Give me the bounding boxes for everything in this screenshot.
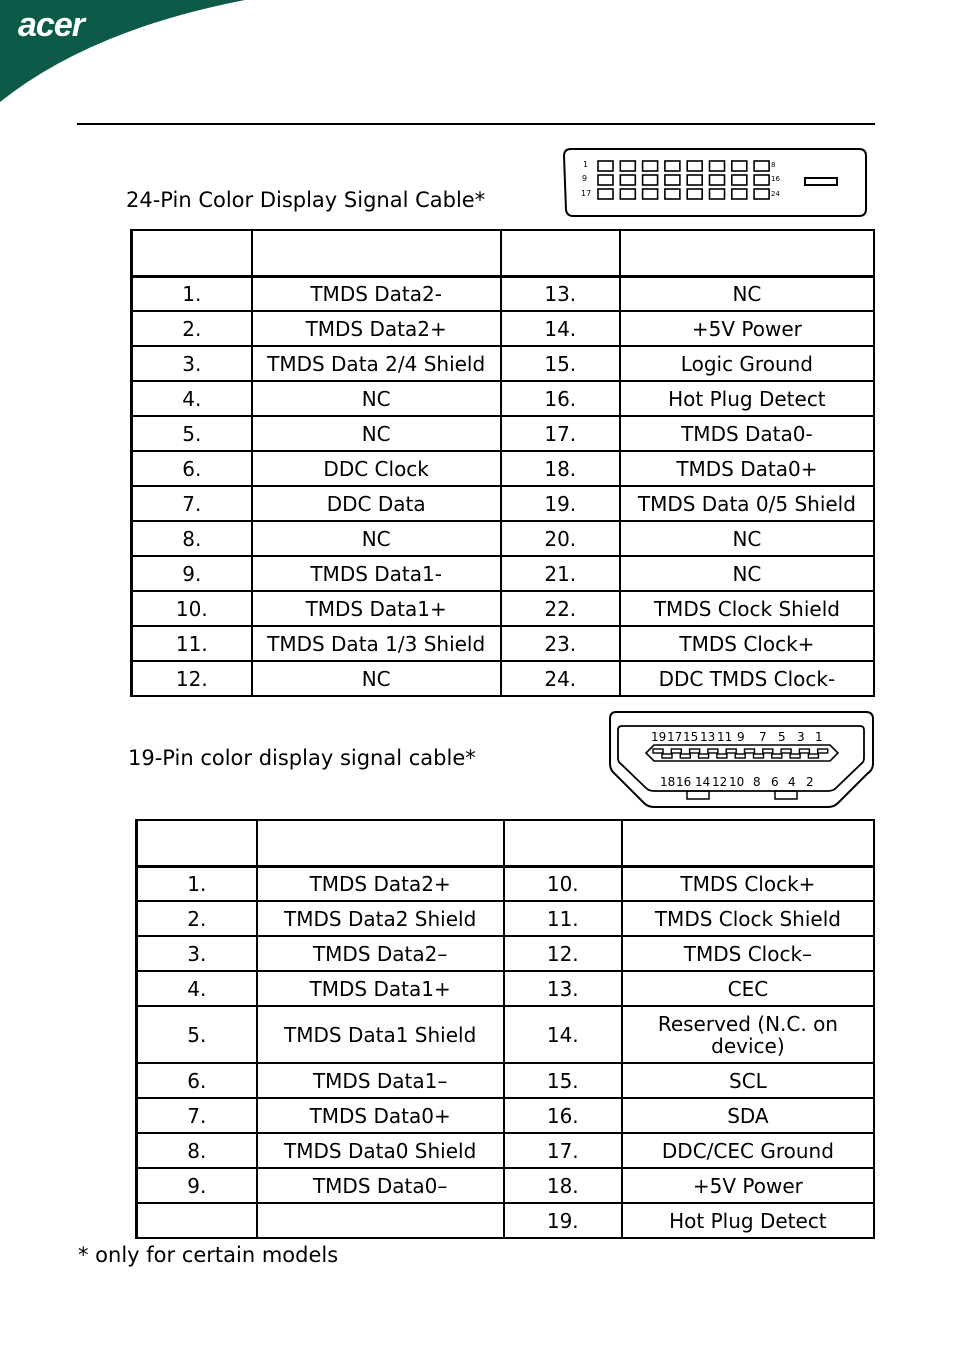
dvi-pin bbox=[598, 175, 613, 185]
header-rule bbox=[77, 123, 875, 125]
pin-number: 20. bbox=[501, 521, 620, 556]
pin-number: 24. bbox=[501, 661, 620, 696]
header-cell bbox=[137, 820, 257, 866]
signal-name: Logic Ground bbox=[620, 346, 874, 381]
table-row bbox=[137, 901, 875, 936]
header-cell bbox=[257, 820, 504, 866]
hdmi-pin-label: 9 bbox=[737, 730, 745, 744]
pin-number: 9. bbox=[137, 1168, 257, 1203]
signal-name: TMDS Data2+ bbox=[257, 866, 504, 901]
hdmi-pin-label: 15 bbox=[683, 730, 699, 744]
hdmi-connector-diagram bbox=[608, 710, 876, 810]
dvi-pin bbox=[732, 161, 747, 171]
signal-name: DDC Data bbox=[252, 486, 501, 521]
header-cell bbox=[252, 230, 501, 276]
dvi-pin bbox=[643, 175, 658, 185]
signal-name: DDC/CEC Ground bbox=[622, 1133, 874, 1168]
signal-name: CEC bbox=[622, 971, 874, 1006]
dvi-cable-title: 24-Pin Color Display Signal Cable* bbox=[126, 188, 486, 212]
table-row bbox=[137, 971, 875, 1006]
header-cell bbox=[504, 820, 622, 866]
hdmi-pin-label: 17 bbox=[667, 730, 683, 744]
signal-name: SDA bbox=[622, 1098, 874, 1133]
pin-number: 12. bbox=[504, 936, 622, 971]
signal-name: TMDS Clock+ bbox=[622, 866, 874, 901]
hdmi-pin-label: 18 bbox=[660, 775, 676, 789]
header-cell bbox=[132, 230, 252, 276]
hdmi-cable-title: 19-Pin color display signal cable* bbox=[128, 746, 476, 770]
hdmi-pin-label: 4 bbox=[788, 775, 796, 789]
signal-name: SCL bbox=[622, 1063, 874, 1098]
pin-number: 13. bbox=[504, 971, 622, 1006]
signal-name: TMDS Data1- bbox=[252, 556, 501, 591]
pin-number: 3. bbox=[132, 346, 252, 381]
dvi-pin bbox=[620, 189, 635, 199]
dvi-pin-label: 16 bbox=[771, 175, 780, 183]
dvi-pin bbox=[665, 175, 680, 185]
signal-name: NC bbox=[620, 521, 874, 556]
pin-number: 19. bbox=[501, 486, 620, 521]
dvi-pin bbox=[732, 175, 747, 185]
pin-number: 2. bbox=[137, 901, 257, 936]
hdmi-pin bbox=[708, 749, 718, 753]
pin-number: 18. bbox=[501, 451, 620, 486]
dvi-pin bbox=[643, 189, 658, 199]
dvi-pin bbox=[710, 175, 725, 185]
table-row bbox=[132, 276, 875, 311]
dvi-pin bbox=[643, 161, 658, 171]
signal-name: TMDS Data 0/5 Shield bbox=[620, 486, 874, 521]
signal-name: TMDS Data0+ bbox=[620, 451, 874, 486]
pin-number: 12. bbox=[132, 661, 252, 696]
table-row bbox=[132, 591, 875, 626]
signal-name: TMDS Data2– bbox=[257, 936, 504, 971]
dvi-pin-label: 9 bbox=[582, 174, 588, 183]
pin-number: 1. bbox=[132, 276, 252, 311]
table-row bbox=[132, 381, 875, 416]
hdmi-pin bbox=[772, 754, 782, 758]
table-header-row bbox=[132, 230, 875, 276]
pin-number: 15. bbox=[504, 1063, 622, 1098]
hdmi-pin bbox=[799, 749, 809, 753]
hdmi-pin-label: 1 bbox=[815, 730, 823, 744]
dvi-pin-table bbox=[130, 229, 875, 697]
signal-name: TMDS Data2+ bbox=[252, 311, 501, 346]
hdmi-pin-label: 2 bbox=[806, 775, 814, 789]
hdmi-pin bbox=[808, 754, 818, 758]
hdmi-pin bbox=[699, 754, 709, 758]
pin-number: 6. bbox=[132, 451, 252, 486]
header-cell bbox=[501, 230, 620, 276]
hdmi-pin-label: 3 bbox=[797, 730, 805, 744]
signal-name: TMDS Clock– bbox=[622, 936, 874, 971]
table-row bbox=[132, 626, 875, 661]
pin-number: 14. bbox=[501, 311, 620, 346]
table-row bbox=[137, 1098, 875, 1133]
hdmi-pin bbox=[662, 754, 672, 758]
hdmi-pin-label: 6 bbox=[771, 775, 779, 789]
signal-name: NC bbox=[620, 276, 874, 311]
hdmi-pin-label: 16 bbox=[676, 775, 692, 789]
pin-number: 5. bbox=[132, 416, 252, 451]
table-row bbox=[137, 1133, 875, 1168]
table-row bbox=[132, 486, 875, 521]
pin-number: 11. bbox=[504, 901, 622, 936]
table-row bbox=[137, 1006, 875, 1063]
signal-name: TMDS Clock Shield bbox=[622, 901, 874, 936]
pin-number: 5. bbox=[137, 1006, 257, 1063]
hdmi-pin-label: 10 bbox=[729, 775, 745, 789]
table-row bbox=[132, 311, 875, 346]
hdmi-pin bbox=[763, 749, 773, 753]
signal-name: TMDS Data 1/3 Shield bbox=[252, 626, 501, 661]
header-cell bbox=[620, 230, 874, 276]
pin-number: 10. bbox=[132, 591, 252, 626]
pin-number: 16. bbox=[501, 381, 620, 416]
dvi-pin-label: 17 bbox=[581, 189, 592, 198]
hdmi-pin-label: 11 bbox=[717, 730, 733, 744]
signal-name: DDC TMDS Clock- bbox=[620, 661, 874, 696]
signal-name: TMDS Data1+ bbox=[252, 591, 501, 626]
signal-name: NC bbox=[620, 556, 874, 591]
hdmi-pin bbox=[671, 749, 681, 753]
hdmi-pin-label: 8 bbox=[753, 775, 761, 789]
dvi-pin-label: 24 bbox=[771, 190, 780, 198]
pin-number bbox=[137, 1203, 257, 1238]
signal-name: TMDS Clock Shield bbox=[620, 591, 874, 626]
signal-name: TMDS Data1+ bbox=[257, 971, 504, 1006]
acer-logo: acer bbox=[18, 6, 84, 44]
pin-number: 19. bbox=[504, 1203, 622, 1238]
signal-name bbox=[257, 1203, 504, 1238]
hdmi-pin-label: 5 bbox=[778, 730, 786, 744]
signal-name: TMDS Data0 Shield bbox=[257, 1133, 504, 1168]
pin-number: 17. bbox=[501, 416, 620, 451]
pin-number: 17. bbox=[504, 1133, 622, 1168]
signal-name: TMDS Data1 Shield bbox=[257, 1006, 504, 1063]
pin-number: 15. bbox=[501, 346, 620, 381]
hdmi-pin bbox=[790, 754, 800, 758]
table-row bbox=[132, 661, 875, 696]
footnote: * only for certain models bbox=[78, 1243, 339, 1267]
pin-number: 7. bbox=[137, 1098, 257, 1133]
pin-number: 9. bbox=[132, 556, 252, 591]
table-row bbox=[137, 1203, 875, 1238]
hdmi-pin bbox=[735, 754, 745, 758]
pin-number: 11. bbox=[132, 626, 252, 661]
pin-number: 6. bbox=[137, 1063, 257, 1098]
pin-number: 4. bbox=[137, 971, 257, 1006]
hdmi-pin-label: 14 bbox=[695, 775, 711, 789]
signal-name: NC bbox=[252, 416, 501, 451]
hdmi-pin bbox=[717, 754, 727, 758]
header-cell bbox=[622, 820, 874, 866]
dvi-pin bbox=[598, 161, 613, 171]
signal-name: TMDS Data0– bbox=[257, 1168, 504, 1203]
hdmi-pin bbox=[680, 754, 690, 758]
pin-number: 8. bbox=[132, 521, 252, 556]
signal-name: TMDS Data0- bbox=[620, 416, 874, 451]
dvi-pin bbox=[598, 189, 613, 199]
dvi-pin bbox=[665, 161, 680, 171]
dvi-pin bbox=[665, 189, 680, 199]
pin-number: 22. bbox=[501, 591, 620, 626]
signal-name: Hot Plug Detect bbox=[620, 381, 874, 416]
dvi-connector-diagram bbox=[563, 148, 869, 220]
table-row bbox=[132, 451, 875, 486]
pin-number: 18. bbox=[504, 1168, 622, 1203]
table-row bbox=[137, 866, 875, 901]
pin-number: 2. bbox=[132, 311, 252, 346]
hdmi-pin bbox=[653, 749, 663, 753]
pin-number: 7. bbox=[132, 486, 252, 521]
dvi-pin-label: 1 bbox=[583, 160, 589, 169]
dvi-pin bbox=[754, 161, 769, 171]
dvi-pin bbox=[620, 161, 635, 171]
pin-number: 14. bbox=[504, 1006, 622, 1063]
dvi-pin bbox=[687, 189, 702, 199]
hdmi-pin bbox=[726, 749, 736, 753]
pin-number: 1. bbox=[137, 866, 257, 901]
signal-name: Reserved (N.C. on device) bbox=[622, 1006, 874, 1063]
signal-name: NC bbox=[252, 521, 501, 556]
dvi-pin bbox=[687, 175, 702, 185]
dvi-pin-label: 8 bbox=[771, 161, 776, 169]
hdmi-pin bbox=[754, 754, 764, 758]
dvi-pin bbox=[710, 189, 725, 199]
pin-number: 4. bbox=[132, 381, 252, 416]
signal-name: NC bbox=[252, 381, 501, 416]
hdmi-pin-label: 13 bbox=[700, 730, 716, 744]
hdmi-pin-table bbox=[135, 819, 875, 1239]
table-row bbox=[132, 416, 875, 451]
pin-number: 13. bbox=[501, 276, 620, 311]
pin-number: 8. bbox=[137, 1133, 257, 1168]
table-row bbox=[137, 1168, 875, 1203]
hdmi-pin-label: 7 bbox=[759, 730, 767, 744]
signal-name: Hot Plug Detect bbox=[622, 1203, 874, 1238]
signal-name: TMDS Clock+ bbox=[620, 626, 874, 661]
table-row bbox=[137, 1063, 875, 1098]
pin-number: 21. bbox=[501, 556, 620, 591]
signal-name: NC bbox=[252, 661, 501, 696]
signal-name: TMDS Data0+ bbox=[257, 1098, 504, 1133]
signal-name: TMDS Data 2/4 Shield bbox=[252, 346, 501, 381]
dvi-pin bbox=[754, 189, 769, 199]
hdmi-pin bbox=[781, 749, 791, 753]
hdmi-pin-label: 19 bbox=[651, 730, 667, 744]
hdmi-pin bbox=[690, 749, 700, 753]
signal-name: TMDS Data2- bbox=[252, 276, 501, 311]
table-row bbox=[137, 936, 875, 971]
dvi-pin bbox=[710, 161, 725, 171]
hdmi-pin bbox=[818, 749, 828, 753]
signal-name: +5V Power bbox=[620, 311, 874, 346]
table-row bbox=[132, 521, 875, 556]
dvi-pin bbox=[732, 189, 747, 199]
dvi-pin bbox=[687, 161, 702, 171]
hdmi-pin bbox=[745, 749, 755, 753]
pin-number: 16. bbox=[504, 1098, 622, 1133]
table-header-row bbox=[137, 820, 875, 866]
pin-number: 3. bbox=[137, 936, 257, 971]
table-row bbox=[132, 556, 875, 591]
signal-name: TMDS Data1– bbox=[257, 1063, 504, 1098]
signal-name: DDC Clock bbox=[252, 451, 501, 486]
dvi-pin bbox=[754, 175, 769, 185]
signal-name: TMDS Data2 Shield bbox=[257, 901, 504, 936]
pin-number: 23. bbox=[501, 626, 620, 661]
hdmi-pin-label: 12 bbox=[712, 775, 728, 789]
signal-name: +5V Power bbox=[622, 1168, 874, 1203]
pin-number: 10. bbox=[504, 866, 622, 901]
table-row bbox=[132, 346, 875, 381]
dvi-pin bbox=[620, 175, 635, 185]
